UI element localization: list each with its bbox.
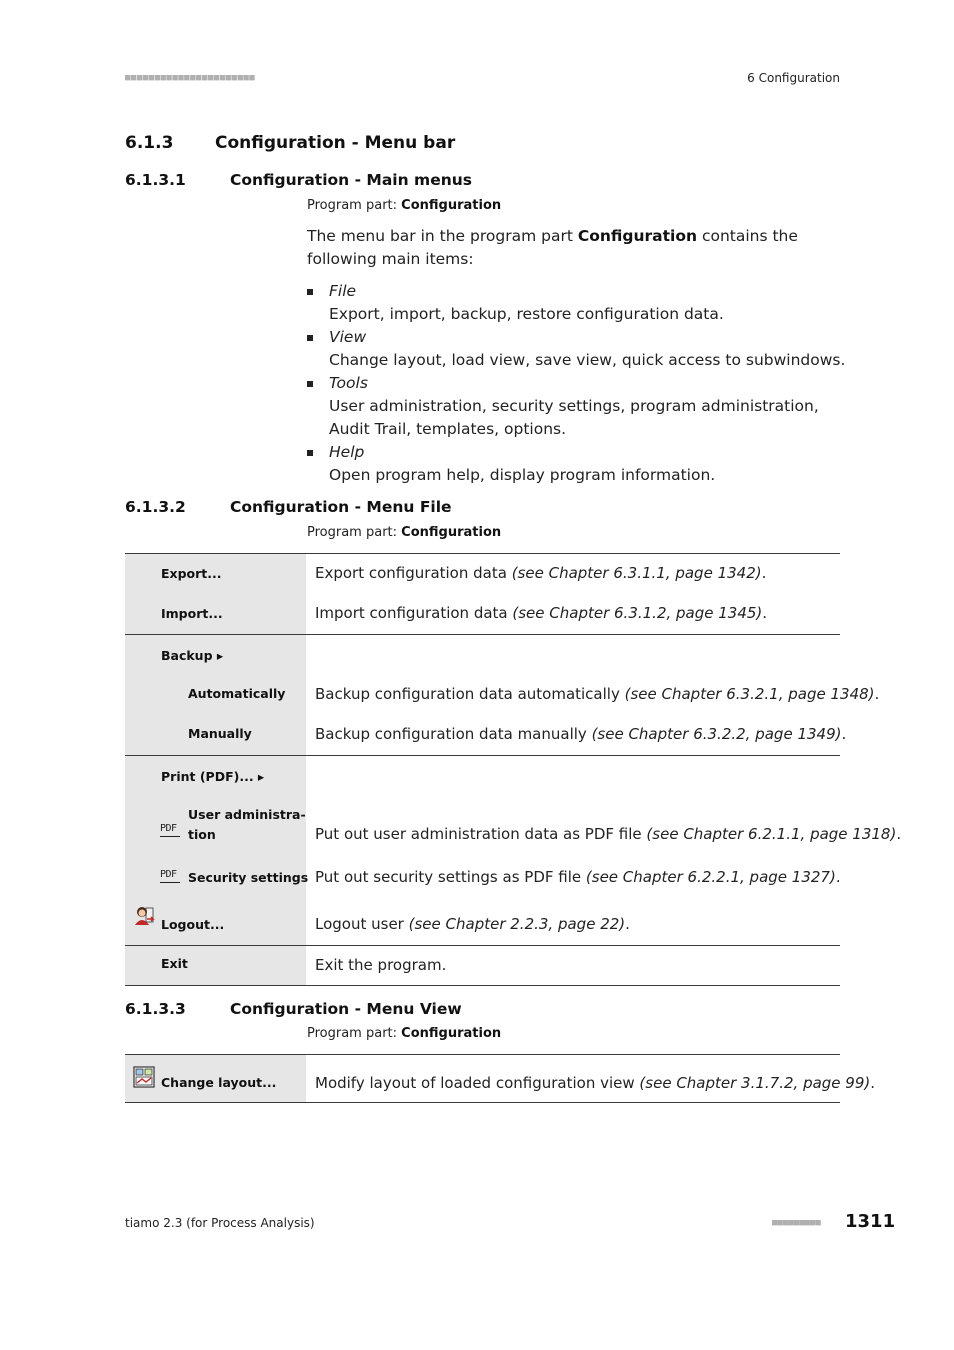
- label-line-1: User administra-: [188, 807, 306, 822]
- subsection-title: Configuration - Menu File: [230, 498, 452, 516]
- table-row-automatically: [125, 684, 880, 704]
- menu-item-exit[interactable]: Exit: [161, 956, 188, 971]
- desc-end: .: [896, 825, 902, 843]
- row-desc: [315, 604, 767, 622]
- desc-text: Export configuration data: [315, 564, 512, 582]
- menu-view-table: [125, 1054, 876, 1103]
- desc-text: Put out user administration data as PDF file: [315, 825, 647, 843]
- program-part-label: Program part:: [307, 525, 398, 540]
- desc-end: .: [762, 604, 768, 622]
- table-row-import: [125, 604, 840, 624]
- row-desc: [315, 564, 766, 582]
- desc-end: .: [841, 725, 847, 743]
- menu-item-security-settings[interactable]: Security settings: [188, 870, 309, 885]
- chapter-reference[interactable]: (see Chapter 6.2.2.1, page 1327): [585, 868, 836, 886]
- table-group-exit: [125, 945, 840, 986]
- subsection-number: 6.1.3.1: [125, 171, 186, 189]
- program-part: [307, 198, 501, 213]
- chapter-reference[interactable]: (see Chapter 6.3.1.2, page 1345): [512, 604, 763, 622]
- row-desc: [315, 868, 841, 886]
- program-part: [307, 525, 501, 540]
- list-item: [307, 280, 847, 326]
- menu-item-print-pdf[interactable]: Print (PDF)... ▸: [161, 769, 265, 784]
- main-items-list: [307, 280, 847, 487]
- header-dots: ■■■■■■■■■■■■■■■■■■■■■■: [125, 73, 256, 83]
- list-item-desc: User administration, security settings, program administration, Audit Trail, templates, options.: [329, 397, 819, 438]
- table-row-print: [125, 767, 840, 787]
- section-heading: [125, 133, 455, 153]
- section-number: 6.1.3: [125, 133, 174, 153]
- program-part-value: Configuration: [401, 1026, 502, 1041]
- desc-end: .: [874, 685, 880, 703]
- intro-text: The menu bar in the program part: [307, 227, 578, 245]
- footer-dots: ■■■■■■■■■: [772, 1218, 821, 1228]
- bullet-icon: [307, 289, 313, 295]
- chapter-reference[interactable]: (see Chapter 6.3.2.2, page 1349): [591, 725, 842, 743]
- subsection-number: 6.1.3.3: [125, 1000, 186, 1018]
- bullet-icon: [307, 335, 313, 341]
- change-layout-icon: [133, 1066, 155, 1088]
- program-part-label: Program part:: [307, 198, 398, 213]
- bullet-icon: [307, 450, 313, 456]
- desc-end: .: [870, 1074, 876, 1092]
- footer-product: tiamo 2.3 (for Process Analysis): [125, 1216, 315, 1230]
- menu-item-logout[interactable]: Logout...: [161, 917, 225, 932]
- list-item: [307, 372, 847, 441]
- subsection-title: Configuration - Main menus: [230, 171, 472, 189]
- menu-item-automatically[interactable]: Automatically: [188, 686, 286, 701]
- row-desc: [315, 1074, 875, 1092]
- program-part-value: Configuration: [401, 525, 502, 540]
- list-item-desc: Export, import, backup, restore configuration data.: [329, 305, 724, 323]
- logout-user-icon: [133, 905, 155, 927]
- program-part-label: Program part:: [307, 1026, 398, 1041]
- subsection-heading-menu-view: [125, 1000, 462, 1018]
- desc-end: .: [835, 868, 841, 886]
- list-item-title: Help: [329, 443, 365, 461]
- menu-item-change-layout[interactable]: Change layout...: [161, 1075, 277, 1090]
- row-desc: Exit the program.: [315, 956, 447, 974]
- menu-file-table: [125, 553, 902, 986]
- table-group-print-logout: [125, 755, 902, 945]
- subsection-title: Configuration - Menu View: [230, 1000, 462, 1018]
- table-row-user-administration: [125, 805, 902, 845]
- list-item-title: File: [329, 282, 357, 300]
- row-desc: [315, 915, 630, 933]
- desc-text: Logout user: [315, 915, 409, 933]
- table-row-exit: [125, 954, 840, 974]
- intro-paragraph: [307, 225, 847, 271]
- chapter-reference[interactable]: (see Chapter 2.2.3, page 22): [408, 915, 626, 933]
- bullet-icon: [307, 381, 313, 387]
- intro-bold: Configuration: [577, 227, 698, 245]
- table-group-export-import: [125, 553, 840, 634]
- section-title: Configuration - Menu bar: [215, 133, 456, 153]
- menu-item-manually[interactable]: Manually: [188, 726, 252, 741]
- row-desc: [315, 685, 879, 703]
- list-item: [307, 441, 847, 487]
- table-row-logout: [125, 915, 840, 935]
- chapter-reference[interactable]: (see Chapter 6.3.2.1, page 1348): [624, 685, 875, 703]
- chapter-reference[interactable]: (see Chapter 3.1.7.2, page 99): [639, 1074, 871, 1092]
- list-item-desc: Change layout, load view, save view, quick access to subwindows.: [329, 351, 846, 369]
- menu-item-import[interactable]: Import...: [161, 606, 223, 621]
- desc-text: Put out security settings as PDF file: [315, 868, 586, 886]
- table-row-manually: [125, 724, 847, 744]
- page-number: 1311: [845, 1211, 896, 1232]
- intro-text-end: contains the following main items:: [307, 227, 798, 268]
- table-row-security-settings: [125, 868, 840, 888]
- table-row-change-layout: [125, 1073, 876, 1093]
- table-row-backup: [125, 646, 840, 666]
- list-item-title: View: [329, 328, 367, 346]
- menu-item-export[interactable]: Export...: [161, 566, 222, 581]
- list-item-desc: Open program help, display program information.: [329, 466, 716, 484]
- pdf-icon: PDF: [160, 822, 180, 837]
- subsection-number: 6.1.3.2: [125, 498, 186, 516]
- desc-text: Backup configuration data automatically: [315, 685, 625, 703]
- program-part-value: Configuration: [401, 198, 502, 213]
- row-desc: [315, 825, 901, 843]
- desc-end: .: [625, 915, 630, 933]
- subsection-heading-main-menus: [125, 171, 472, 189]
- desc-text: Backup configuration data manually: [315, 725, 592, 743]
- label-line-2: tion: [188, 827, 216, 842]
- list-item: [307, 326, 847, 372]
- menu-item-backup[interactable]: Backup ▸: [161, 648, 224, 663]
- pdf-icon: PDF: [160, 868, 180, 883]
- program-part: [307, 1026, 501, 1041]
- subsection-heading-menu-file: [125, 498, 452, 516]
- desc-end: .: [761, 564, 767, 582]
- chapter-reference[interactable]: (see Chapter 6.2.1.1, page 1318): [646, 825, 897, 843]
- row-desc: [315, 725, 846, 743]
- menu-item-user-administration[interactable]: [188, 805, 306, 845]
- desc-text: Modify layout of loaded configuration view: [315, 1074, 640, 1092]
- header-chapter: 6 Configuration: [747, 71, 840, 85]
- chapter-reference[interactable]: (see Chapter 6.3.1.1, page 1342): [511, 564, 762, 582]
- desc-text: Import configuration data: [315, 604, 513, 622]
- table-group-backup: [125, 634, 880, 755]
- table-group-layout: [125, 1054, 876, 1103]
- table-row-export: [125, 564, 840, 584]
- list-item-title: Tools: [329, 374, 368, 392]
